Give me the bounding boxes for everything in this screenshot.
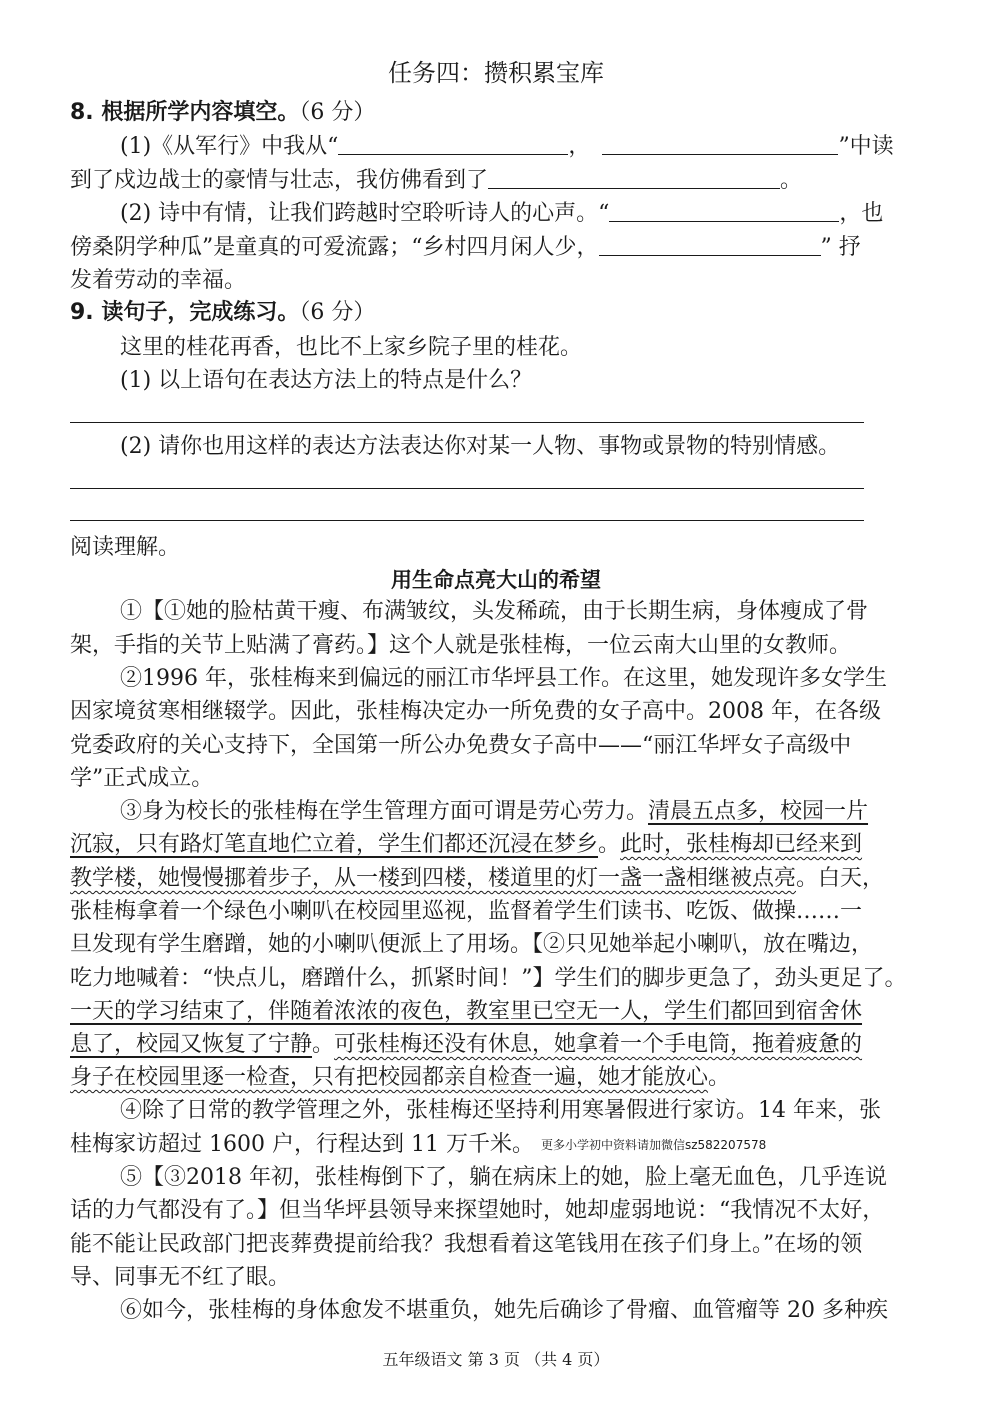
answer-blank[interactable] [599,233,821,256]
wavy-underlined-sentence: 教学楼，她慢慢挪着步子，从一楼到四楼，楼道里的灯一盏一盏相继被点亮 [70,866,797,891]
paragraph-line [70,864,884,894]
paragraph-line: 能不能让民政部门把丧葬费提前给我？我想看着这笔钱用在孩子们身上。”在场的领 [70,1232,863,1257]
text-segment: 。 [312,1032,335,1057]
section-title: 任务四：攒积累宝库 [388,59,604,87]
q8-text: 到了戍边战士的豪情与壮志，我仿佛看到了 [70,168,489,193]
paragraph-line: 张桂梅拿着一个绿色小喇叭在校园里巡视，监督着学生们读书、吃饭、做操……一 [70,899,863,924]
q8-text: 傍桑阴学种瓜”是童真的可爱流露；“乡村四月闲人少， [70,235,599,260]
reading-label: 阅读理解。 [70,535,181,560]
answer-line[interactable] [70,520,864,521]
answer-line[interactable] [70,422,864,423]
answer-line[interactable] [70,488,864,489]
paragraph-line: 党委政府的关心支持下，全国第一所公办免费女子高中——“丽江华坪女子高级中 [70,733,852,758]
answer-blank[interactable] [602,132,838,155]
q8-text: ，也 [839,201,884,226]
paragraph-line: 学”正式成立。 [70,766,214,791]
answer-blank[interactable] [338,132,568,155]
paragraph-line: ⑥如今，张桂梅的身体愈发不堪重负，她先后确诊了骨瘤、血管瘤等 20 多种疾 [120,1298,888,1323]
q8-line-4 [70,233,861,263]
q8-text: ， [568,134,591,159]
watermark-note: 更多小学初中资料请加微信sz582207578 [540,1138,767,1152]
q8-text: (1)《从军行》中我从“ [120,134,339,159]
wavy-underlined-sentence: 身子在校园里逐一检查，只有把校园都亲自检查一遍，她才能放心 [70,1065,709,1090]
wavy-underlined-sentence: 可张桂梅还没有休息，她拿着一个手电筒，拖着疲惫的 [334,1032,863,1057]
paragraph-line [120,797,868,827]
q8-line-2 [70,166,802,196]
q9-subquestion-2: (2) 请你也用这样的表达方法表达你对某一人物、事物或景物的特别情感。 [120,434,841,459]
text-segment: 桂梅家访超过 1600 户，行程达到 11 万千米。 [70,1132,534,1157]
underlined-sentence: 清晨五点多，校园一片 [648,799,869,824]
question-8-points: （6 分） [299,100,376,125]
q8-line-3 [120,199,883,229]
text-segment: 。 [708,1065,731,1090]
text-segment: 。白天， [796,866,885,891]
wavy-underlined-sentence: 此时，张桂梅却已经来到 [620,832,863,857]
paragraph-line: 话的力气都没有了。】但当华坪县领导来探望她时，她却虚弱地说：“我情况不太好， [70,1198,885,1223]
underlined-sentence: 一天的学习结束了，伴随着浓浓的夜色，教室里已空无一人，学生们都回到宿舍休 [70,999,863,1024]
page-footer: 五年级语文 第 3 页 （共 4 页） [382,1350,610,1369]
article-title: 用生命点亮大山的希望 [391,568,601,592]
paragraph-line [70,997,862,1027]
paragraph-line: 因家境贫寒相继辍学。因此，张桂梅决定办一所免费的女子高中。2008 年，在各级 [70,699,881,724]
question-9-text: 9. 读句子，完成练习。 [70,300,300,325]
q8-line-5: 发着劳动的幸福。 [70,268,247,293]
underlined-sentence: 沉寂，只有路灯笔直地伫立着，学生们都还沉浸在梦乡 [70,832,599,857]
underlined-sentence: 息了，校园又恢复了宁静 [70,1032,313,1057]
question-8-text: 8. 根据所学内容填空。 [70,100,300,125]
paragraph-line [70,1030,862,1060]
question-9-points: （6 分） [299,300,376,325]
paragraph-line: ④除了日常的教学管理之外，张桂梅还坚持利用寒暑假进行家访。14 年来，张 [120,1098,881,1123]
q8-text: ” 抒 [820,235,861,260]
answer-blank[interactable] [488,166,780,189]
paragraph-line: 吃力地喊着：“快点儿，磨蹭什么，抓紧时间！”】学生们的脚步更急了，劲头更足了。 [70,966,907,991]
q8-line-1 [120,132,894,162]
paragraph-line [70,1130,766,1160]
paragraph-line: 旦发现有学生磨蹭，她的小喇叭便派上了用场。【②只见她举起小喇叭，放在嘴边， [70,932,874,957]
text-segment: 。 [598,832,621,857]
paragraph-line [70,1063,730,1093]
q8-text: 。 [780,168,803,193]
q9-sentence: 这里的桂花再香，也比不上家乡院子里的桂花。 [120,335,583,360]
paragraph-line [70,830,862,860]
q9-subquestion-1: (1) 以上语句在表达方法上的特点是什么？ [120,368,533,393]
question-8-heading [70,98,375,128]
answer-blank[interactable] [609,199,839,222]
question-9-heading [70,298,375,328]
paragraph-line: ①【①她的脸枯黄干瘦、布满皱纹，头发稀疏，由于长期生病，身体瘦成了骨 [120,599,869,624]
paragraph-line: 导、同事无不红了眼。 [70,1265,291,1290]
paragraph-line: ②1996 年，张桂梅来到偏远的丽江市华坪县工作。在这里，她发现许多女学生 [120,666,887,691]
text-segment: ③身为校长的张桂梅在学生管理方面可谓是劳心劳力。 [120,799,649,824]
paragraph-line: 架，手指的关节上贴满了膏药。】这个人就是张桂梅，一位云南大山里的女教师。 [70,633,852,658]
q8-text: (2) 诗中有情，让我们跨越时空聆听诗人的心声。“ [120,201,610,226]
paragraph-line: ⑤【③2018 年初，张桂梅倒下了，躺在病床上的她，脸上毫无血色，几乎连说 [120,1165,887,1190]
q8-text: ”中读 [838,134,894,159]
